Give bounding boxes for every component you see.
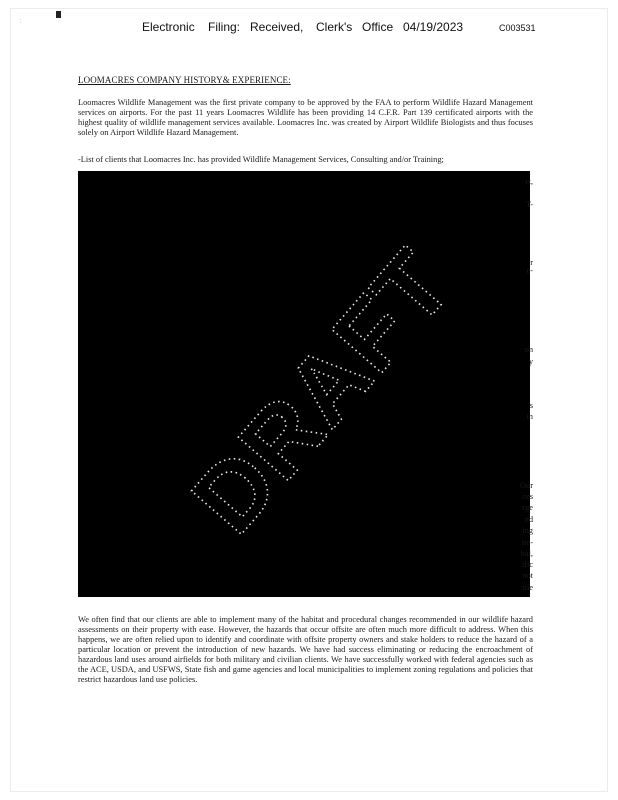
- scan-dot: :: [20, 19, 22, 25]
- draft-watermark: [78, 171, 530, 597]
- redaction-edge-fragment: nd: [524, 515, 533, 524]
- redaction-edge-fragment: r: [530, 258, 533, 267]
- redaction-edge-fragment: ite-: [521, 538, 533, 547]
- stamp-clerks: Clerk's: [316, 20, 353, 34]
- redaction-edge-fragment: rt,: [525, 177, 533, 186]
- redaction-edge-fragment: bal,: [520, 549, 533, 558]
- company-history-paragraph: Loomacres Wildlife Management was the first private company to be approved by the FAA to perform Wildlife Hazard Management services on airports. For the past 11 years Loomacres Wildlife has been providing 14 C.F.R. Part 139 certificated airports with the highest quality of wildlife management services available. Loomacres Inc. was created by Airport Wildlife Biologists and thus focuses solely on Airport Wildlife Hazard Management.: [78, 98, 533, 137]
- redaction-edge-fragment: y: [528, 357, 533, 366]
- section-heading: LOOMACRES COMPANY HISTORY& EXPERIENCE:: [78, 75, 291, 85]
- stamp-electronic: Electronic: [142, 20, 195, 34]
- stamp-date: 04/19/2023: [403, 20, 464, 34]
- stamp-received: Received,: [250, 20, 304, 34]
- redaction-edge-fragment: ces: [522, 492, 533, 501]
- redaction-edge-fragment: Our: [519, 481, 533, 490]
- redaction-edge-fragment: in: [526, 412, 533, 421]
- redaction-edge-fragment: T-: [525, 200, 533, 209]
- scan-corner-mark: [56, 11, 61, 18]
- draft-watermark-text: DRAFT: [172, 229, 473, 553]
- redaction-edge-fragment: tile: [522, 583, 533, 592]
- offsite-hazards-paragraph: We often find that our clients are able to implement many of the habitat and procedural changes recommended in our wildlife hazard assessments on their property with ease. However, the hazards that occur offsite are often much more difficult to address. When this happens, we are often relied upon to identify and coordinate with offsite property owners and stake holders to reduce the hazard of a particular location or prevent the introduction of new hazards. We have had success eliminating or reducing the encroachment of hazardous land uses around airfields for both military and civilian clients. We have successfully worked with federal agencies such as the ACE, USDA, and USFWS, State fish and game agencies and local municipalities to implement zoning regulations and policies that restrict hazardous land use policies.: [78, 615, 533, 684]
- redaction-block: [78, 171, 530, 597]
- client-list-intro: -List of clients that Loomacres Inc. has provided Wildlife Management Services, Consulting and/or Training;: [78, 155, 444, 164]
- filing-stamp: [0, 20, 618, 36]
- redaction-edge-fragment: ing: [522, 526, 533, 535]
- redaction-edge-fragment: not: [522, 571, 533, 580]
- stamp-office: Office: [362, 20, 394, 34]
- redaction-edge-fragment: e-: [526, 266, 533, 275]
- redaction-edge-fragment: on: [524, 345, 533, 354]
- redaction-edge-fragment: rge: [522, 503, 533, 512]
- redaction-edge-fragment: s: [529, 401, 533, 410]
- stamp-filing: Filing:: [208, 20, 241, 34]
- stamp-doc-id: C003531: [499, 23, 536, 33]
- redaction-edge-fragment: ific: [521, 560, 533, 569]
